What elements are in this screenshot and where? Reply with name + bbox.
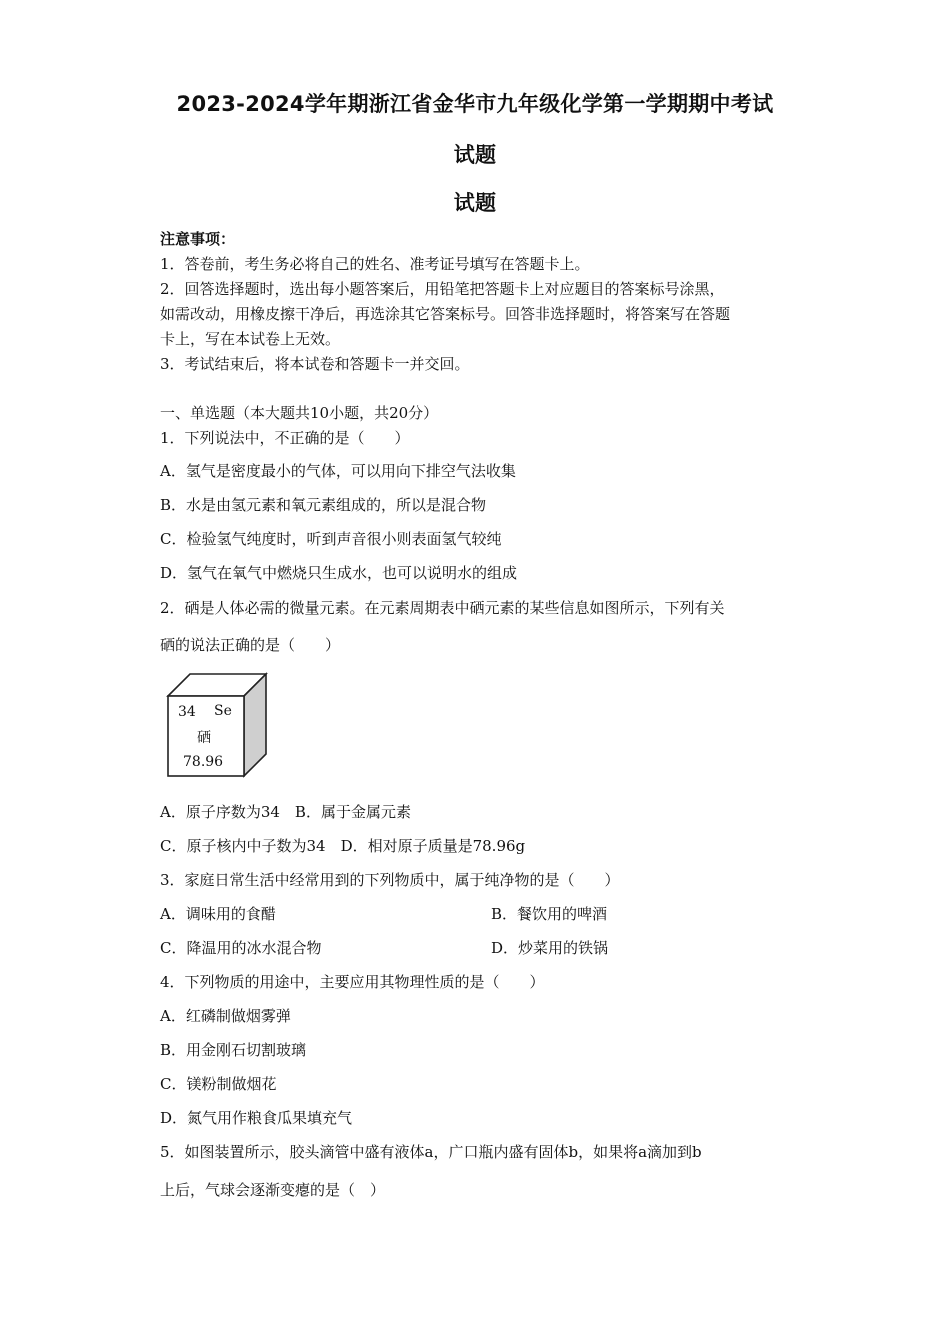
q1-stem: 1．下列说法中，不正确的是（ ）: [160, 429, 410, 447]
element-atomic-number: 34: [178, 704, 196, 720]
notice-item-3: 3．考试结束后，将本试卷和答题卡一并交回。: [160, 355, 470, 373]
element-atomic-mass: 78.96: [183, 754, 224, 770]
q4-option-d: D．氮气用作粮食瓜果填充气: [160, 1109, 353, 1127]
doc-title-line2: 试题: [453, 143, 497, 167]
q3-option-d: D．炒菜用的铁锅: [491, 939, 609, 957]
q5-stem-a: 5．如图装置所示，胶头滴管中盛有液体a，广口瓶内盛有固体b，如果将a滴加到b: [160, 1143, 702, 1161]
q4-stem: 4．下列物质的用途中，主要应用其物理性质的是（ ）: [160, 973, 545, 991]
notice-heading: 注意事项：: [160, 230, 236, 248]
q5-stem-b: 上后，气球会逐渐变瘪的是（ ）: [160, 1181, 386, 1199]
element-symbol: Se: [214, 703, 232, 719]
q2-stem-a: 2．硒是人体必需的微量元素。在元素周期表中硒元素的某些信息如图所示，下列有关: [160, 599, 725, 617]
notice-item-2b: 如需改动，用橡皮擦干净后，再选涂其它答案标号。回答非选择题时，将答案写在答题: [160, 305, 731, 323]
q3-stem: 3．家庭日常生活中经常用到的下列物质中，属于纯净物的是（ ）: [160, 871, 620, 889]
element-name: 硒: [197, 730, 211, 746]
notice-item-1: 1．答卷前，考生务必将自己的姓名、准考证号填写在答题卡上。: [160, 255, 590, 273]
q4-option-c: C．镁粉制做烟花: [160, 1075, 277, 1093]
doc-title-line1: 2023-2024学年期浙江省金华市九年级化学第一学期期中考试: [176, 92, 774, 116]
q1-option-b: B．水是由氢元素和氧元素组成的，所以是混合物: [160, 496, 487, 514]
q2-stem-b: 硒的说法正确的是（ ）: [160, 636, 341, 654]
q2-options-ab: A．原子序数为34 B．属于金属元素: [160, 803, 411, 821]
notice-item-2c: 卡上，写在本试卷上无效。: [160, 330, 341, 348]
element-card-selenium: [166, 672, 268, 778]
q3-option-a: A．调味用的食醋: [160, 905, 276, 923]
q4-option-b: B．用金刚石切割玻璃: [160, 1041, 307, 1059]
q3-option-c: C．降温用的冰水混合物: [160, 939, 322, 957]
notice-item-2a: 2．回答选择题时，选出每小题答案后，用铅笔把答题卡上对应题目的答案标号涂黑，: [160, 280, 725, 298]
q3-option-b: B．餐饮用的啤酒: [491, 905, 608, 923]
q1-option-c: C．检验氢气纯度时，听到声音很小则表面氢气较纯: [160, 530, 502, 548]
doc-title-line3: 试题: [453, 191, 497, 215]
q4-option-a: A．红磷制做烟雾弹: [160, 1007, 291, 1025]
q2-options-cd: C．原子核内中子数为34 D．相对原子质量是78.96g: [160, 837, 526, 855]
q1-option-a: A．氢气是密度最小的气体，可以用向下排空气法收集: [160, 462, 516, 480]
q1-option-d: D．氢气在氧气中燃烧只生成水，也可以说明水的组成: [160, 564, 518, 582]
section-heading: 一、单选题（本大题共10小题，共20分）: [160, 404, 439, 422]
